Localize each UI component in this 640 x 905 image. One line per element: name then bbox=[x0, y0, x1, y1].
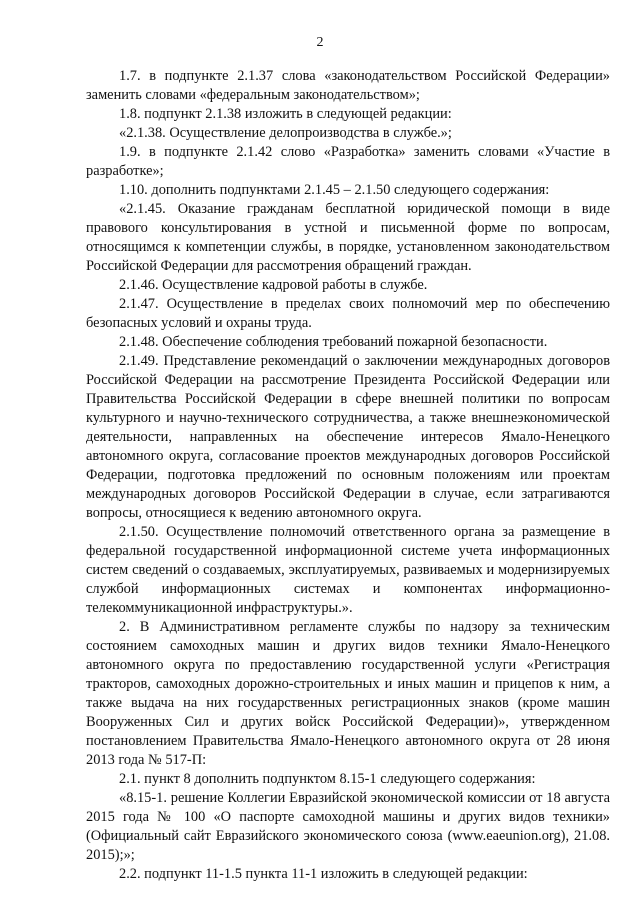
paragraph-2-1-49: 2.1.49. Представление рекомендаций о заключении международных договоров Российской Федерации на рассмотрение Президента Российской Федерации или Правительства Российской Федерации в сфере внешней политики по вопросам культурного и научно-технического сотрудничества, а также внешнеэкономической деятельности, направленных на обеспечение интересов Ямало-Ненецкого автономного округа, согласование проектов международных договоров Российской Федерации, подготовка предложений по основным положениям или проектам международных договоров Российской Федерации в случае, если затрагиваются вопросы, относящиеся к ведению автономного округа. bbox=[86, 353, 610, 521]
paragraph-2-1-47: 2.1.47. Осуществление в пределах своих полномочий мер по обеспечению безопасных условий и охраны труда. bbox=[86, 296, 610, 331]
paragraph-2-1-46: 2.1.46. Осуществление кадровой работы в службе. bbox=[119, 277, 428, 293]
page-number: 2 bbox=[316, 35, 324, 50]
paragraph-2-1-50: 2.1.50. Осуществление полномочий ответственного органа за размещение в федеральной государственной информационной системе учета информационных систем сведений о создаваемых, эксплуатируемых, развиваемых и модернизируемых службой информационных системах и компонентах информационно-телекоммуникационной инфраструктуры.». bbox=[86, 524, 610, 616]
paragraph-2-2: 2.2. подпункт 11-1.5 пункта 11-1 изложить в следующей редакции: bbox=[119, 866, 528, 882]
paragraph-2-1-48: 2.1.48. Обеспечение соблюдения требований пожарной безопасности. bbox=[119, 334, 548, 350]
paragraph-2-1-38: «2.1.38. Осуществление делопроизводства в службе.»; bbox=[119, 125, 452, 141]
document-body bbox=[86, 67, 610, 884]
paragraph-1-7: 1.7. в подпункте 2.1.37 слова «законодательством Российской Федерации» заменить словами «федеральным законодательством»; bbox=[86, 68, 610, 103]
paragraph-2-1: 2.1. пункт 8 дополнить подпунктом 8.15-1 следующего содержания: bbox=[119, 771, 536, 787]
paragraph-1-10: 1.10. дополнить подпунктами 2.1.45 – 2.1.50 следующего содержания: bbox=[119, 182, 550, 198]
paragraph-2-1-45: «2.1.45. Оказание гражданам бесплатной юридической помощи в виде правового консультирования в устной и письменной форме по вопросам, относящимся к компетенции службы, в порядке, установленном законодательством Российской Федерации для рассмотрения обращений граждан. bbox=[86, 201, 610, 274]
paragraph-2: 2. В Административном регламенте службы по надзору за техническим состоянием самоходных машин и других видов техники Ямало-Ненецкого автономного округа по предоставлению государственной услуги «Регистрация тракторов, самоходных дорожно-строительных и иных машин и прицепов к ним, а также выдача на них государственных регистрационных знаков (кроме машин Вооруженных Сил и других войск Российской Федерации)», утвержденном постановлением Правительства Ямало-Ненецкого автономного округа от 28 июня 2013 года № 517-П: bbox=[86, 619, 610, 768]
paragraph-1-8: 1.8. подпункт 2.1.38 изложить в следующей редакции: bbox=[119, 106, 452, 122]
paragraph-1-9: 1.9. в подпункте 2.1.42 слово «Разработка» заменить словами «Участие в разработке»; bbox=[86, 144, 610, 179]
paragraph-8-15-1: «8.15-1. решение Коллегии Евразийской экономической комиссии от 18 августа 2015 года № 100 «О паспорте самоходной машины и других видов техники» (Официальный сайт Евразийского экономического союза (www.eaeunion.org), 21.08. 2015);»; bbox=[86, 790, 610, 863]
